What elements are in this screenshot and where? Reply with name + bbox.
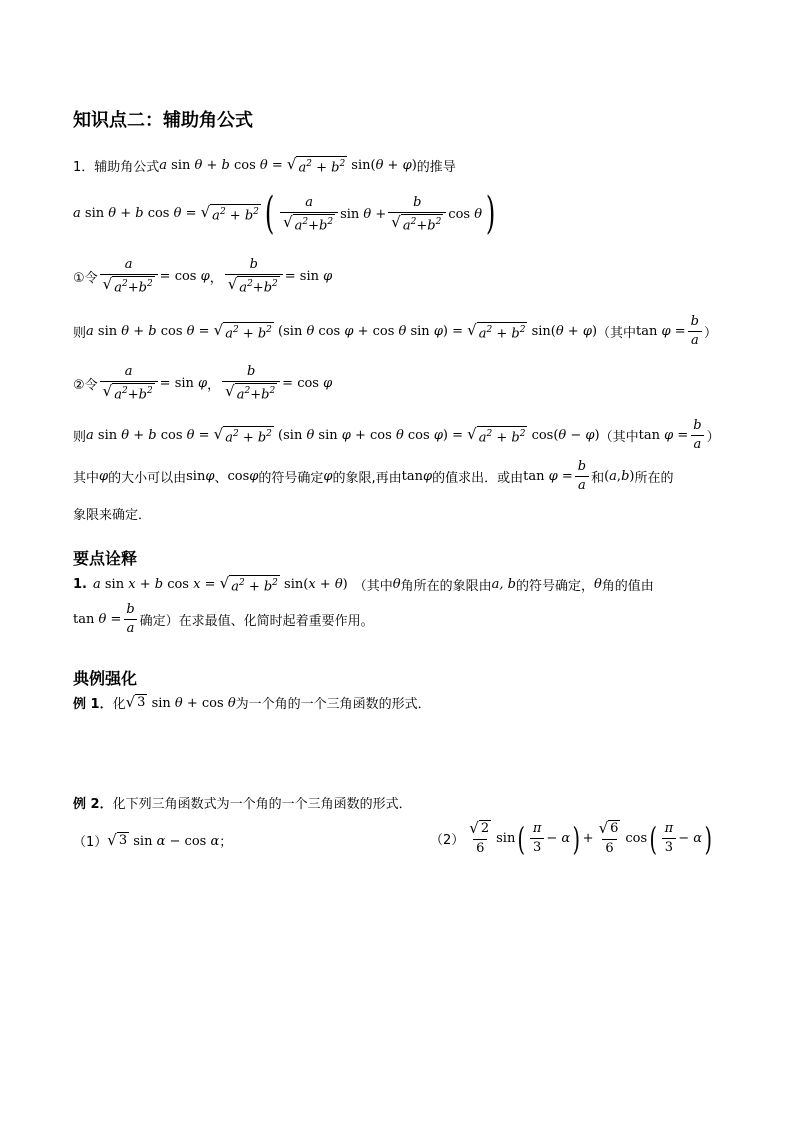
then-2-line: 则 a sin θ + b cos θ = √ $a^2 + b^2$ (sin θ sin φ + cos θ cos φ) = √ $a^2 + b^2$ cos(θ − φ) （其中 tan φ = $\frac{b}{a}$ ）	[73, 418, 720, 452]
key-point-1-line: 1. a sin x + b cos x = √ $a^2 + b^2$ sin(x + θ) （其中 θ 角所在的象限由 a, b 的符号确定， θ 角的值由	[73, 574, 654, 595]
note-line-2: 象限来确定．	[73, 508, 152, 523]
let-2-label: ②令	[73, 377, 98, 393]
example-2-line: 例 2． 化下列三角函数式为一个角的一个三角函数的形式．	[73, 797, 412, 812]
let-2-line: ②令 a √ $a^2+b^2$ = sin φ ， b √ $a^2+b^2$ = cos φ	[73, 364, 333, 403]
then-1-line: 则 a sin θ + b cos θ = √ $a^2 + b^2$ (sin θ cos φ + cos θ sin φ) = √ $a^2 + b^2$ sin(θ + φ) （其中 tan φ = $\frac{b}{a}$ ）	[73, 314, 718, 348]
note-line-1: 其中 φ 的大小可以由 sinφ 、 cosφ 的符号确定 φ 的象限,再由 tanφ 的值求出．或由 tan φ = $\frac{b}{a}$ 和 (a,b) 所在的	[73, 459, 674, 493]
formula-aux: a sin θ + b cos θ = √ $a^2 + b^2$ sin(θ + φ)	[159, 155, 417, 176]
example-2-part-1: （1） √ 3 sin α − cos α ；	[73, 831, 233, 850]
example-1-line: 例 1． 化 √ 3 sin θ + cos θ 为一个角的一个三角函数的形式．	[73, 693, 431, 712]
derivation-line: a sin θ + b cos θ = √ $a^2 + b^2$ ( a √ $a^2+b^2$ sin θ + b √ $a^2+b^2$ cos θ )	[73, 188, 496, 239]
item1-line	[73, 156, 456, 175]
example-2-part-2: （2） √ 2 6 sin ( $\frac{\pi}{3}$ − α ) + √ 6 6 cos ( $\frac{\pi}{3}$ − α )	[430, 819, 713, 858]
key-point-1-line-2: tan θ = $\frac{b}{a}$ 确定）在求最值、化简时起着重要作用。	[73, 602, 374, 636]
item1-prefix: 1．辅助角公式	[73, 160, 160, 176]
section-title: 知识点二：辅助角公式	[73, 110, 253, 131]
item1-suffix: 的推导	[416, 160, 456, 176]
let-1-line: ①令 a √ $a^2+b^2$ = cos φ ， b √ $a^2+b^2$ = sin φ	[73, 257, 333, 296]
examples-title: 典例强化	[73, 669, 138, 688]
key-points-title: 要点诠释	[73, 549, 138, 568]
let-1-label: ①令	[73, 270, 98, 286]
